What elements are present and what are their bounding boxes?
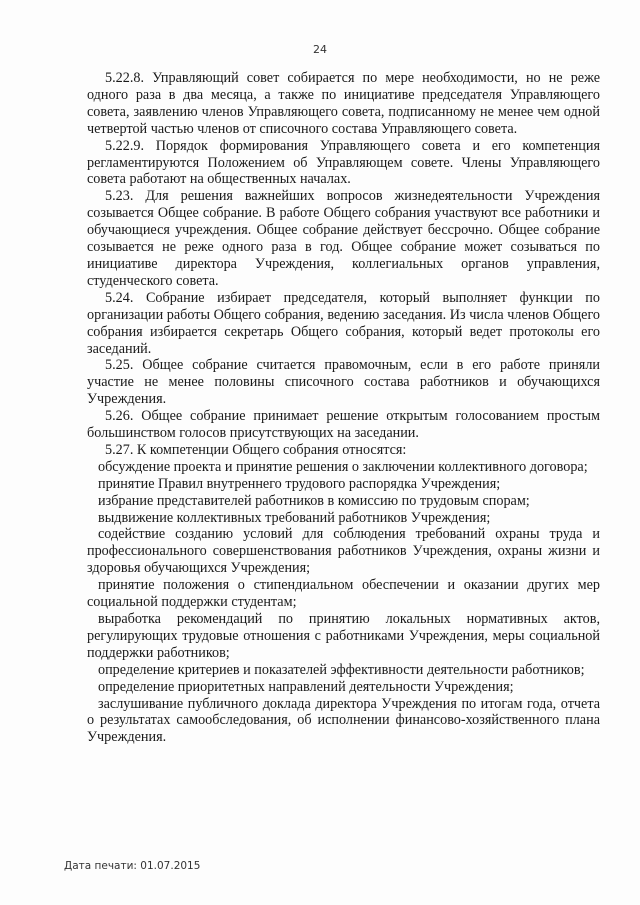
paragraph-5-22-9: 5.22.9. Порядок формирования Управляющего совета и его компетенция регламентируются Положением об Управляющем совете. Члены Управляющего совета работают на общественных началах.	[87, 137, 600, 188]
paragraph-5-27: 5.27. К компетенции Общего собрания относятся:	[105, 441, 407, 458]
paragraph-5-25: 5.25. Общее собрание считается правомочным, если в его работе приняли участие не менее половины списочного состава работников и обучающихся Учреждения.	[87, 357, 600, 408]
list-item: определение критериев и показателей эффективности деятельности работников;	[98, 661, 585, 678]
list-item: выработка рекомендаций по принятию локальных нормативных актов, регулирующих трудовые отношения с работниками Учреждения, меры социальной поддержки работников;	[87, 611, 600, 661]
paragraph-5-26: 5.26. Общее собрание принимает решение открытым голосованием простым большинством голосов присутствующих на заседании.	[87, 408, 600, 442]
list-item: заслушивание публичного доклада директора Учреждения по итогам года, отчета о результатах самообследования, об исполнении финансово-хозяйственного плана Учреждения.	[87, 695, 600, 746]
page-number: 24	[313, 43, 327, 56]
list-item: принятие Правил внутреннего трудового распорядка Учреждения;	[98, 475, 501, 492]
paragraph-5-24: 5.24. Собрание избирает председателя, который выполняет функции по организации работы Общего собрания, ведению заседания. Из числа членов Общего собрания избирается секретарь Общего собрания, который ведет протоколы его заседаний.	[87, 289, 600, 357]
list-item: избрание представителей работников в комиссию по трудовым спорам;	[98, 492, 530, 509]
list-item: содействие созданию условий для соблюдения требований охраны труда и профессионального совершенствования работников Учреждения, охраны жизни и здоровья обучающихся Учреждения;	[87, 526, 600, 577]
print-date-footer: Дата печати: 01.07.2015	[64, 860, 201, 872]
list-item: выдвижение коллективных требований работников Учреждения;	[98, 509, 491, 526]
list-item: обсуждение проекта и принятие решения о заключении коллективного договора;	[98, 458, 588, 475]
paragraph-5-22-8: 5.22.8. Управляющий совет собирается по мере необходимости, но не реже одного раза в два месяца, а также по инициативе председателя Управляющего совета, заявлению членов Управляющего совета, подписанному не менее чем одной четвертой частью членов от списочного состава Управляющего совета.	[87, 70, 600, 137]
list-item: принятие положения о стипендиальном обеспечении и оказании других мер социальной поддержки студентам;	[87, 577, 600, 611]
list-item: определение приоритетных направлений деятельности Учреждения;	[98, 678, 514, 695]
document-body	[87, 70, 600, 746]
paragraph-5-23: 5.23. Для решения важнейших вопросов жизнедеятельности Учреждения созывается Общее собрание. В работе Общего собрания участвуют все работники и обучающиеся учреждения. Общее собрание действует бессрочно. Общее собрание созывается не реже одного раза в год. Общее собрание может созываться по инициативе директора Учреждения, коллегиальных органов управления, студенческого совета.	[87, 188, 600, 289]
